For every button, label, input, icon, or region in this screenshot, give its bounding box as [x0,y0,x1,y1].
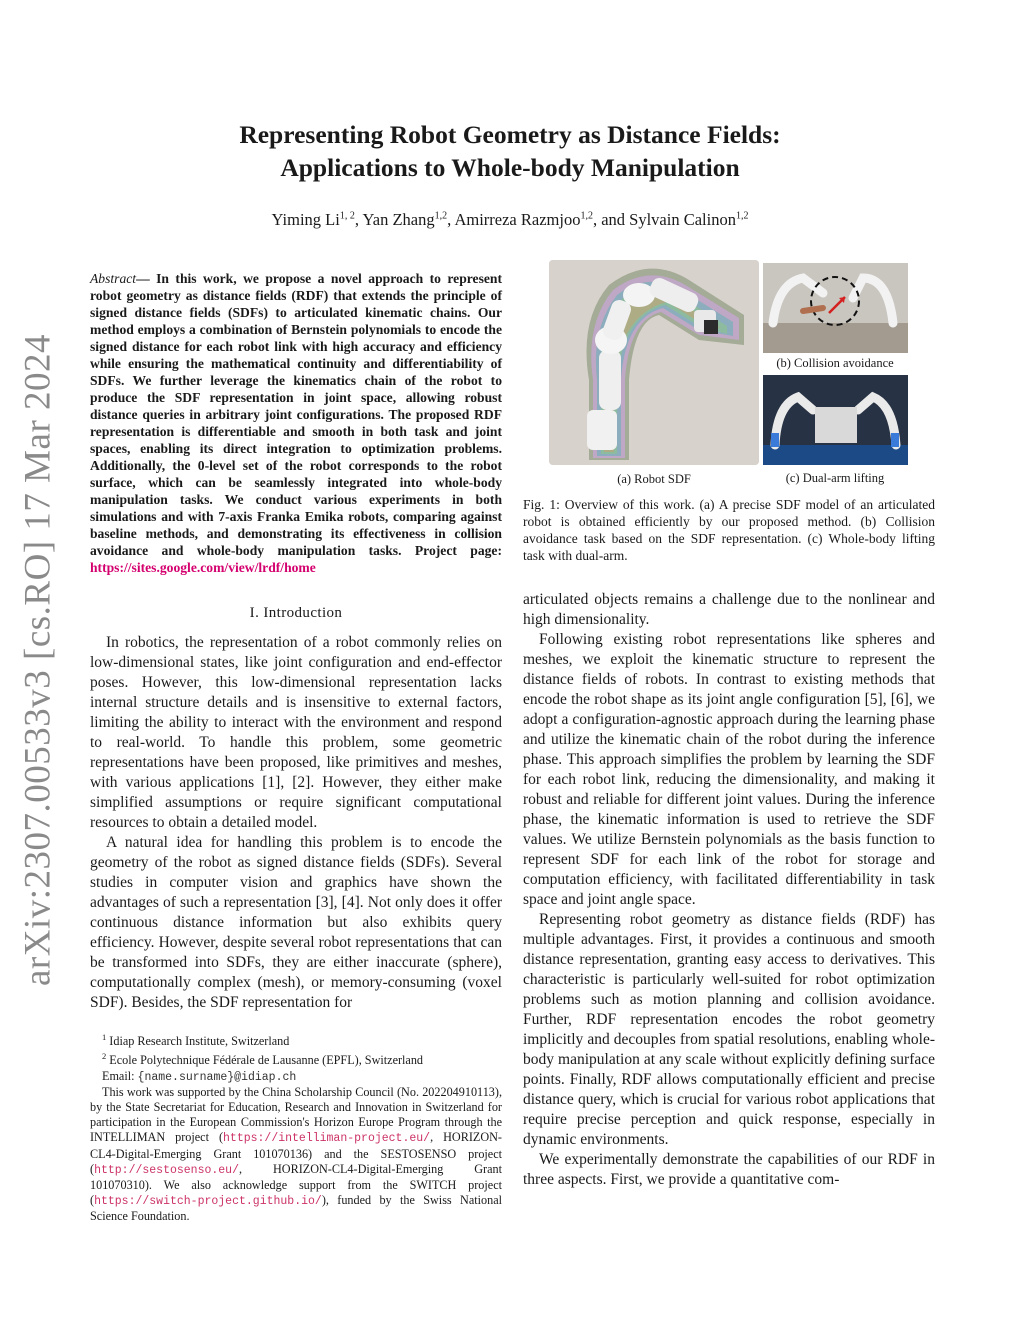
footnote-email: Email: {name.surname}@idiap.ch [102,1068,297,1084]
footnote-funding: This work was supported by the China Scholarship Council (No. 202204910113), by the State Secretariat for Education, Research and Innovation in Switzerland for participation in the European Commission's Horizon Europe Program through the INTELLIMAN project (https://intelliman-project.eu/, HORIZON-CL4-Digital-Emerging Grant 101070136) and the SESTOSENSO project (http://sestosenso.eu/, HORIZON-CL4-Digital-Emerging Grant 101070310). We also acknowledge support from the SWITCH project (https://switch-project.github.io/), funded by the Swiss National Science Foundation. [90,1084,502,1224]
author-affiliation: 1,2 [735,210,749,222]
collision-avoidance-illustration [763,263,908,353]
robot-sdf-image [549,260,759,465]
abstract: Abstract— In this work, we propose a novel approach to represent robot geometry as distance fields (RDF) that extends the principle of signed distance fields (SDFs) to articulated kinematic chains. Our method employs a combination of Bernstein polynomials to encode the signed distance for each robot link with high accuracy and efficiency while ensuring the mathematical continuity and differentiability of SDFs. We further leverage the kinematics chain of the robot to produce the SDF representation in joint space, allowing robust distance queries in arbitrary joint configurations. The proposed RDF representation is differentiable and smooth in both task and joint spaces, enabling its direct integration to optimization problems. Additionally, the 0-level set of the robot corresponds to the robot surface, which can be seamlessly integrated into whole-body manipulation tasks. We conduct various experiments in both simulations and with 7-axis Franka Emika robots, comparing against baseline methods, and demonstrating its effectiveness in collision avoidance and whole-body manipulation tasks. Project page: https://sites.google.com/view/lrdf/home [90,271,502,575]
dual-arm-lifting-photo [763,375,908,465]
right-column-body [523,590,935,1190]
intro-paragraph: A natural idea for handling this problem is to encode the geometry of the robot as signed distance fields (SDFs). Several studies in computer vision and graphics have shown the advantages of such a representation [3], [4]. Not only does it offer continuous distance information but also exhibits query efficiency. However, despite several robot representations that can be transformed into SDFs, they are either inaccurate (sphere), computationally complex (mesh), or memory-consuming (voxel SDF). Besides, the SDF representation for [90,834,502,1011]
body-paragraph: Representing robot geometry as distance fields (RDF) has multiple advantages. First, it provides a continuous and smooth distance representation, granting easy access to derivatives. This characteristic is particularly well-suited for robot optimization problems such as motion planning and collision avoidance. Further, RDF representation encodes the robot geometry implicitly and decouples from spatial resolutions, enabling whole-body manipulation at any scale without explicitly defining surface points. Finally, RDF allows computationally efficient and precise distance query, which is crucial for various robot applications that require precise perception and quick response, especially in dynamic environments. [523,911,935,1148]
subcaption-a: (a) Robot SDF [617,472,691,486]
robot-sdf-illustration [549,260,759,465]
intro-paragraph: In robotics, the representation of a robot commonly relies on low-dimensional states, like joint configuration and end-effector poses. However, this low-dimensional representation lacks internal structure details and is insensitive to external factors, limiting the ability to interact with the environment and respond to real-world. To handle this problem, some geometric representations have been proposed, like primitives and meshes, with various applications [1], [2]. However, they either make simplified assumptions or require significant computational resources to obtain a detailed model. [90,634,502,831]
footnotes [90,1030,502,1225]
sestosenso-link[interactable]: http://sestosenso.eu/ [94,1163,239,1177]
footnote-affiliation-2: $^2$ Ecole Polytechnique Fédérale de Lausanne (EPFL), Switzerland [102,1051,424,1068]
body-paragraph: We experimentally demonstrate the capabilities of our RDF in three aspects. First, we provide a quantitative com- [523,1151,935,1188]
figure-caption: Fig. 1: Overview of this work. (a) A precise SDF model of an articulated robot is obtained efficiently by our proposed method. (b) Collision avoidance task based on the SDF representation. (c) Whole-body lifting task with dual-arm. [523,497,935,563]
title-line-1: Representing Robot Geometry as Distance Fields: [239,120,781,149]
arxiv-identifier-stamp [8,0,68,1325]
abstract-text: In this work, we propose a novel approach to represent robot geometry as distance fields (RDF) that extends the principle of signed distance fields (SDFs) to articulated kinematic chains. Our method employs a combination of Bernstein polynomials to encode the signed distance for each robot link with high accuracy and efficiency while ensuring the mathematical continuity and differentiability of SDFs. We further leverage the kinematics chain of the robot to produce the SDF representation in joint space, allowing robust distance queries in arbitrary joint configurations. The proposed RDF representation is differentiable and smooth in both task and joint spaces, enabling its direct integration to optimization problems. Additionally, the 0-level set of the robot corresponds to the robot surface, which can be seamlessly integrated into whole-body manipulation tasks. We conduct various experiments in both simulations and with 7-axis Franka Emika robots, comparing against baseline methods, and demonstrating its effectiveness in collision avoidance and whole-body manipulation tasks. Project page: [90,271,502,558]
dual-arm-lifting-illustration [763,375,908,465]
section-heading-introduction: I. Introduction [249,605,343,621]
arxiv-stamp-text: arXiv:2307.00533v3 [cs.RO] 17 Mar 2024 [17,333,59,987]
abstract-label: Abstract [90,271,137,286]
author-name: and Sylvain Calinon [601,210,736,229]
author-name: Yiming Li [271,210,340,229]
footnote-affiliation-1: $^1$ Idiap Research Institute, Switzerland [102,1032,290,1049]
project-page-link[interactable]: https://sites.google.com/view/lrdf/home [90,560,316,575]
introduction-body [90,633,502,1013]
collision-avoidance-photo [763,263,908,353]
body-paragraph: articulated objects remains a challenge due to the nonlinear and high dimensionality. [523,591,935,628]
author-name: Yan Zhang [362,210,435,229]
author-affiliation: 1,2 [434,210,448,222]
author-name: Amirreza Razmjoo [454,210,581,229]
intelliman-link[interactable]: https://intelliman-project.eu/ [223,1132,431,1146]
figure-1 [523,258,935,488]
author-list: Yiming Li$^{1, 2}$, Yan Zhang$^{1,2}$, Amirreza Razmjoo$^{1,2}$, and Sylvain Calinon$^{1,2}$ [271,210,749,229]
subcaption-c: (c) Dual-arm lifting [785,471,885,485]
author-affiliation: 1,2 [580,210,593,222]
subcaption-b: (b) Collision avoidance [776,356,894,370]
body-paragraph: Following existing robot representations like spheres and meshes, we exploit the kinematic structure to represent the distance fields of robots. In contrast to existing methods that encode the robot shape as its joint angle configuration [5], [6], we adopt a configuration-agnostic approach during the learning phase and utilize the kinematic chain of the robot during the inference phase. This approach simplifies the problem by learning the SDF for each robot link, reducing the dimensionality, and making it robust and reliable for different joint values. During the inference phase, the kinematic information is used to retrieve the SDF values. We utilize Bernstein polynomials as the basis function to represent SDF for each link of the robot for storage and computation efficiency, with facilitated differentiability in task space and joint angle space. [523,631,935,908]
author-affiliation: 1, 2 [339,210,355,222]
paper-title [160,118,860,184]
title-line-2: Applications to Whole-body Manipulation [280,153,740,182]
switch-project-link[interactable]: https://switch-project.github.io/ [94,1195,322,1209]
